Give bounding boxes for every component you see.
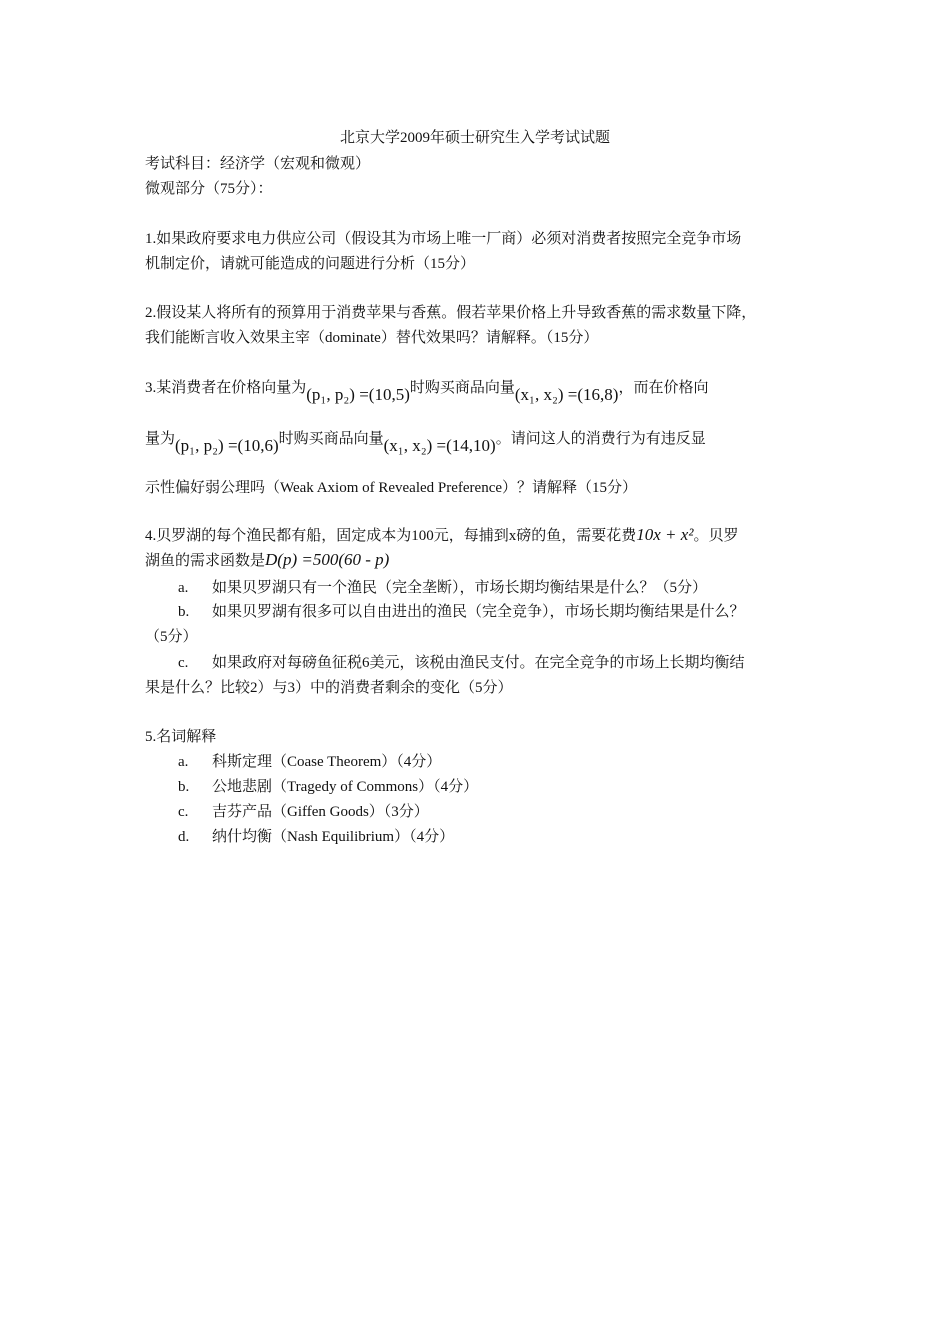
q4-line1 — [145, 524, 738, 545]
q5-item-c — [178, 800, 429, 821]
q4-item-a — [178, 576, 707, 597]
q4-item-b-cont: （5分） — [145, 629, 198, 645]
item-label: b. — [178, 779, 190, 795]
q3-text6: 。请问这人的消费行为有违反显 — [495, 431, 706, 447]
q5-title: 5.名词解释 — [145, 729, 217, 745]
q3-price-vector-1: (p₁, p₂) =(10,5) — [306, 385, 410, 404]
item-label: b. — [178, 604, 190, 620]
q3-text5: 时购买商品向量 — [278, 431, 384, 447]
section-heading: 微观部分（75分）： — [145, 181, 273, 197]
q5-item-a — [178, 750, 441, 771]
item-label: c. — [178, 655, 189, 671]
item-text: 公地悲剧（Tragedy of Commons）（4分） — [212, 779, 479, 795]
q3-line1 — [145, 376, 709, 404]
item-text: 科斯定理（Coase Theorem）（4分） — [212, 754, 442, 770]
q3-text4: 量为 — [145, 431, 176, 447]
q4-demand-function: D(p) =500(60 - p) — [265, 550, 390, 569]
q4-item-c-cont: 果是什么？比较2）与3）中的消费者剩余的变化（5分） — [145, 680, 513, 696]
exam-subject: 考试科目：经济学（宏观和微观） — [145, 156, 371, 172]
item-text: 纳什均衡（Nash Equilibrium）（4分） — [212, 829, 455, 845]
item-text: 如果贝罗湖有很多可以自由进出的渔民（完全竞争），市场长期均衡结果是什么？ — [212, 604, 745, 620]
q2-line2: 我们能断言收入效果主宰（dominate）替代效果吗？请解释。（15分） — [145, 330, 599, 346]
q1-line2: 机制定价，请就可能造成的问题进行分析（15分） — [145, 256, 476, 272]
q4-line2 — [145, 549, 389, 570]
item-label: a. — [178, 580, 189, 596]
q1-line1: 1.如果政府要求电力供应公司（假设其为市场上唯一厂商）必须对消费者按照完全竞争市场 — [145, 231, 742, 247]
q3-text3: ，而在价格向 — [618, 380, 709, 396]
q3-text1: 3.某消费者在价格向量为 — [145, 380, 307, 396]
item-label: c. — [178, 804, 189, 820]
q4-text3: 湖鱼的需求函数是 — [145, 553, 266, 569]
q4-item-c — [178, 651, 745, 672]
q3-goods-vector-1: (x₁, x₂) =(16,8) — [514, 385, 619, 404]
q5-item-d — [178, 825, 454, 846]
item-label: a. — [178, 754, 189, 770]
q2-line1: 2.假设某人将所有的预算用于消费苹果与香蕉。假若苹果价格上升导致香蕉的需求数量下降， — [145, 305, 757, 321]
q4-text2: 。贝罗 — [693, 528, 739, 544]
q4-text1: 4.贝罗湖的每个渔民都有船，固定成本为100元，每捕到x磅的鱼，需要花费 — [145, 528, 637, 544]
item-text: 吉芬产品（Giffen Goods）（3分） — [212, 804, 429, 820]
q3-price-vector-2: (p₁, p₂) =(10,6) — [175, 436, 279, 455]
item-text: 如果贝罗湖只有一个渔民（完全垄断），市场长期均衡结果是什么？（5分） — [212, 580, 708, 596]
q3-text2: 时购买商品向量 — [409, 380, 515, 396]
item-text: 如果政府对每磅鱼征税6美元，该税由渔民支付。在完全竞争的市场上长期均衡结 — [212, 655, 745, 671]
q5-item-b — [178, 775, 478, 796]
item-label: d. — [178, 829, 190, 845]
q4-item-b — [178, 600, 745, 621]
q3-line3: 示性偏好弱公理吗（Weak Axiom of Revealed Preference）？请解释（15分） — [145, 480, 638, 496]
q3-line2 — [145, 427, 706, 455]
q4-cost-function: 10x + x² — [636, 525, 694, 544]
q3-goods-vector-2: (x₁, x₂) =(14,10) — [383, 436, 496, 455]
page-title: 北京大学2009年硕士研究生入学考试试题 — [339, 130, 610, 146]
